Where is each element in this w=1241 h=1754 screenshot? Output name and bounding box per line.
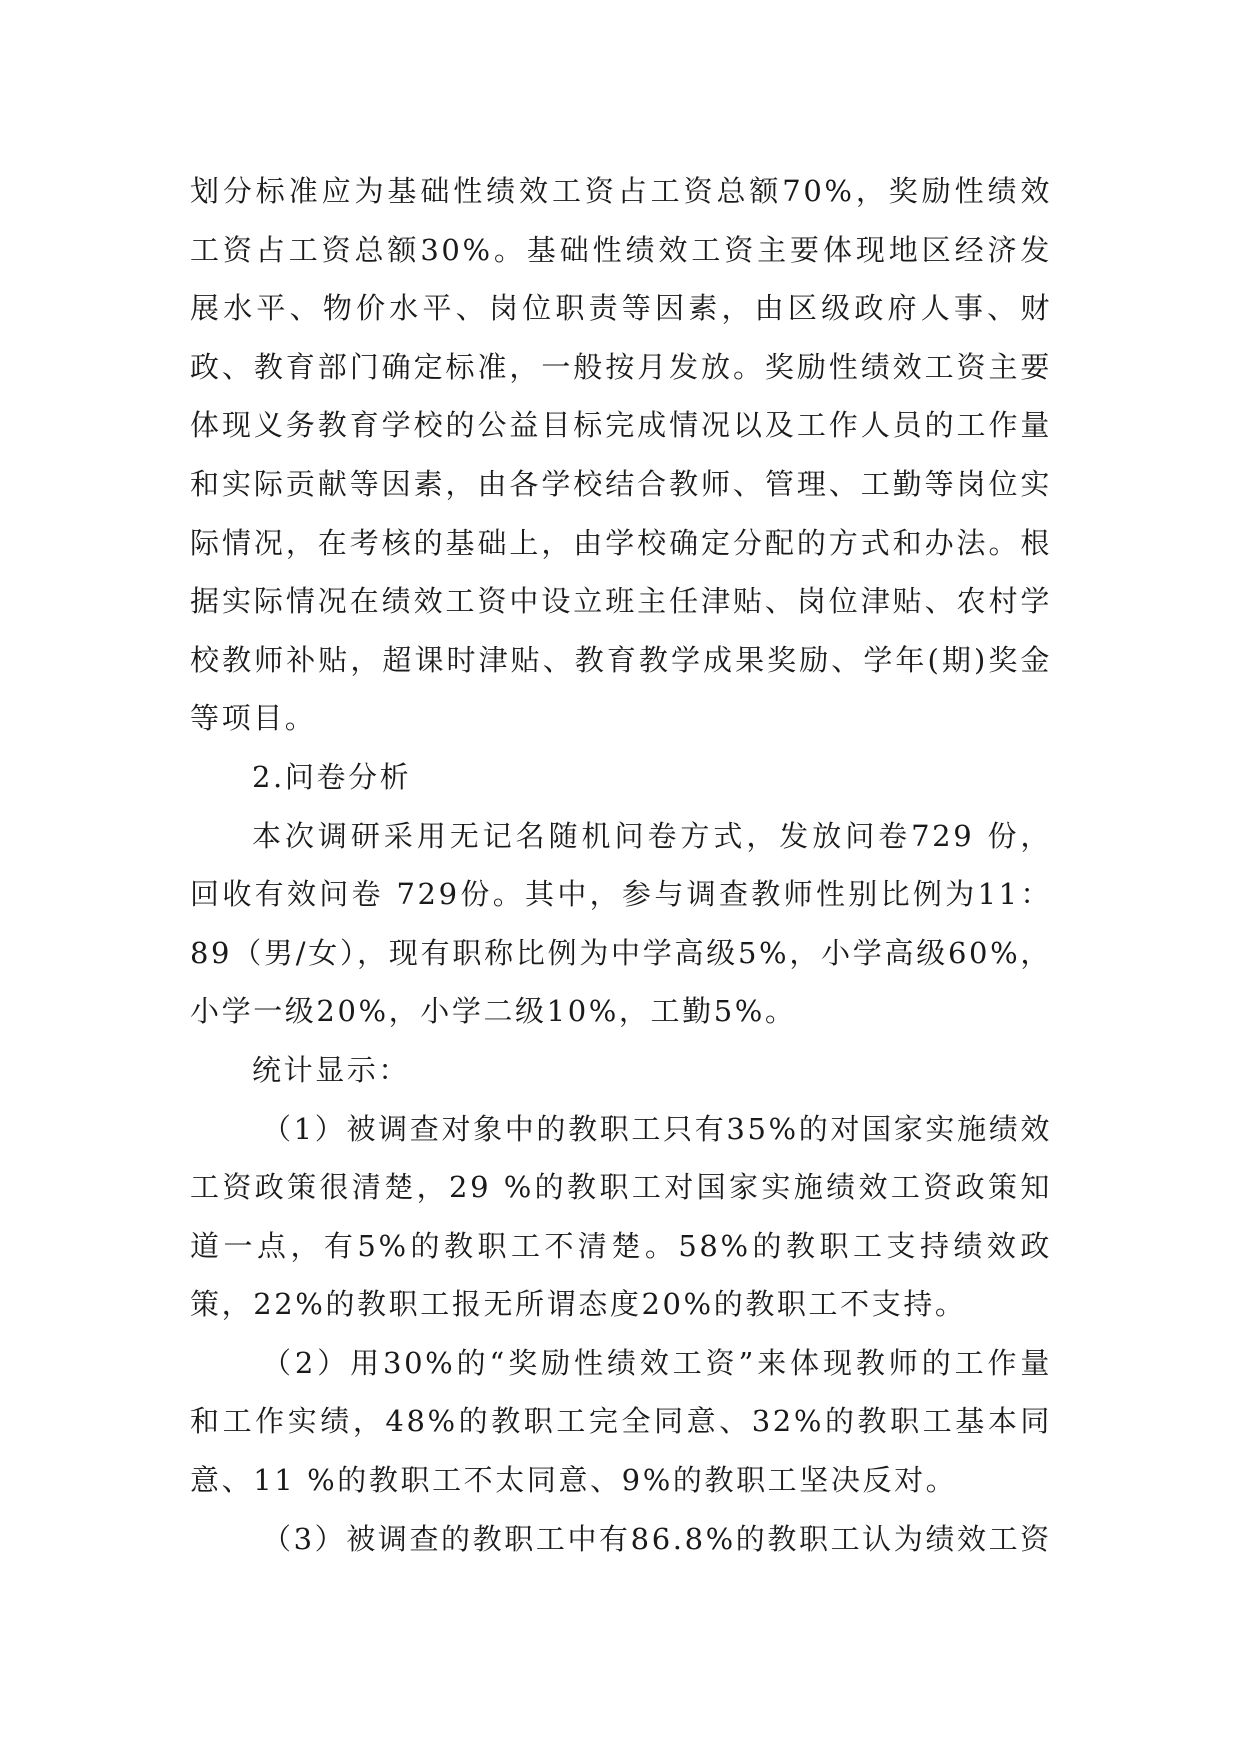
- document-body: [190, 162, 1052, 1568]
- list-item-1: （1）被调查对象中的教职工只有35%的对国家实施绩效工资政策很清楚，29 %的教职工对国家实施绩效工资政策知道一点，有5%的教职工不清楚。58%的教职工支持绩效政策，22%的教职工报无所谓态度20%的教职工不支持。: [190, 1111, 1052, 1322]
- list-item-2: （2）用30%的“奖励性绩效工资”来体现教师的工作量和工作实绩，48%的教职工完全同意、32%的教职工基本同意、11 %的教职工不太同意、9%的教职工坚决反对。: [190, 1345, 1052, 1498]
- list-item-3: （3）被调查的教职工中有86.8%的教职工认为绩效工资: [262, 1521, 1052, 1556]
- section-heading-questionnaire: 2.问卷分析: [252, 759, 412, 794]
- paragraph-salary-standard: 划分标准应为基础性绩效工资占工资总额70%，奖励性绩效工资占工资总额30%。基础性绩效工资主要体现地区经济发展水平、物价水平、岗位职责等因素，由区级政府人事、财政、教育部门确定标准，一般按月发放。奖励性绩效工资主要体现义务教育学校的公益目标完成情况以及工作人员的工作量和实际贡献等因素，由各学校结合教师、管理、工勤等岗位实际情况，在考核的基础上，由学校确定分配的方式和办法。根据实际情况在绩效工资中设立班主任津贴、岗位津贴、农村学校教师补贴，超课时津贴、教育教学成果奖励、学年(期)奖金等项目。: [190, 174, 1052, 736]
- paragraph-statistics-intro: 统计显示：: [252, 1052, 411, 1087]
- paragraph-survey-method: 本次调研采用无记名随机问卷方式，发放问卷729 份，回收有效问卷 729份。其中，参与调查教师性别比例为11：89（男/女），现有职称比例为中学高级5%，小学高级60%，小学一级20%，小学二级10%，工勤5%。: [190, 818, 1052, 1029]
